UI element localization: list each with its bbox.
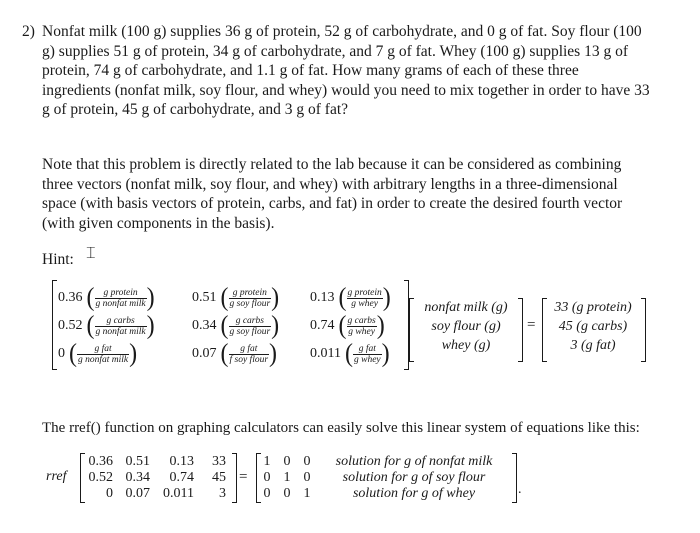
matrix-coefficient: 0.74 <box>310 318 335 333</box>
unit-numerator: g carbs <box>95 316 147 327</box>
unit-numerator: g carbs <box>347 315 376 326</box>
rref-matrix-cell: 3 <box>219 486 226 501</box>
problem-line: protein, 74 g of carbohydrate, and 1.1 g of fat. How many grams of each of these three <box>42 62 579 80</box>
unit-denominator: g soy flour <box>229 326 271 337</box>
note-line: (with given components in the basis). <box>42 214 275 232</box>
rref-solution-label: solution for g of whey <box>352 486 476 501</box>
matrix-entry <box>310 283 391 313</box>
unit-denominator: g soy flour <box>229 298 271 309</box>
close-paren: ) <box>146 311 155 341</box>
unit-denominator: g nonfat milk <box>95 326 146 337</box>
unit-denominator: g whey <box>351 298 378 309</box>
close-paren: ) <box>271 311 280 341</box>
problem-line: ingredients (nonfat milk, soy flour, and whey) would you need to mix together in order to have 33 <box>42 81 650 99</box>
close-paren: ) <box>269 339 278 369</box>
hint-label: Hint: <box>42 251 74 268</box>
unit-fraction <box>229 316 272 337</box>
result-right-bracket <box>512 453 517 503</box>
open-paren: ( <box>86 283 95 313</box>
unit-denominator: g nonfat milk <box>78 354 129 365</box>
rref-matrix-cell: 45 <box>212 470 226 485</box>
result-left-bracket <box>256 453 261 503</box>
rref-matrix-cell: 0.36 <box>88 454 113 469</box>
open-paren: ( <box>86 311 95 341</box>
rref-result-cell: 1 <box>283 470 291 485</box>
open-paren: ( <box>220 339 229 369</box>
rref-end-period: . <box>518 482 522 497</box>
open-paren: ( <box>69 339 77 369</box>
targets-vector <box>545 298 641 355</box>
problem-number: 2) <box>22 23 35 40</box>
rref-result-cell: 0 <box>263 486 271 501</box>
unit-numerator: g fat <box>77 344 129 355</box>
note-text <box>42 155 692 233</box>
unit-fraction <box>347 316 377 337</box>
unknowns-right-bracket <box>518 298 523 362</box>
matrix-entry <box>192 311 280 341</box>
unit-fraction <box>353 344 382 365</box>
matrix-coefficient: 0.51 <box>192 290 217 305</box>
unit-numerator: g carbs <box>229 316 272 327</box>
rref-equals-sign: = <box>239 469 248 485</box>
close-paren: ) <box>271 283 280 313</box>
matrix-coefficient: 0.13 <box>310 290 335 305</box>
unit-denominator: g whey <box>348 326 375 337</box>
open-paren: ( <box>220 283 229 313</box>
rref-matrix-cell: 0.011 <box>163 486 194 501</box>
unknown-whey: whey (g) <box>441 338 491 353</box>
note-line: three vectors (nonfat milk, soy flour, and whey) with arbitrary lengths in a three-dimensional <box>42 175 618 193</box>
rref-solution-label: solution for g of soy flour <box>342 470 486 485</box>
rref-result-cell: 0 <box>283 454 291 469</box>
unit-denominator: f soy flour <box>229 354 269 365</box>
target-protein: 33 (g protein) <box>554 300 632 315</box>
matrix-coefficient: 0.34 <box>192 318 217 333</box>
equals-sign: = <box>527 317 536 333</box>
rref-matrix-cell: 0.07 <box>125 486 150 501</box>
rref-result-cell: 0 <box>263 470 271 485</box>
matrix-coefficient: 0.07 <box>192 346 217 361</box>
close-paren: ) <box>376 311 385 341</box>
close-paren: ) <box>382 283 391 313</box>
rref-description: The rref() function on graphing calculators can easily solve this linear system of equations like this: <box>42 420 640 436</box>
matrix-entry <box>192 339 278 369</box>
matrix-entry <box>310 311 385 341</box>
unit-numerator: g protein <box>347 287 382 298</box>
unit-denominator: g whey <box>353 354 381 365</box>
unit-numerator: g protein <box>229 288 272 299</box>
note-line: Note that this problem is directly related to the lab because it can be considered as combining <box>42 156 622 173</box>
unit-fraction <box>229 344 270 365</box>
rref-matrix-cell: 0.13 <box>169 454 194 469</box>
rref-matrix-cell: 0 <box>106 486 113 501</box>
close-paren: ) <box>146 283 155 313</box>
unit-numerator: g fat <box>353 344 382 355</box>
rref-matrix-cell: 0.34 <box>125 470 150 485</box>
matrix-entry <box>58 339 138 369</box>
unknowns-vector <box>414 298 518 355</box>
problem-text <box>42 22 692 120</box>
problem-line: Nonfat milk (100 g) supplies 36 g of protein, 52 g of carbohydrate, and 0 g of fat. Soy flour (100 <box>42 23 642 40</box>
rref-matrix-cell: 0.51 <box>125 454 150 469</box>
rref-result-cell: 1 <box>263 454 271 469</box>
matrix-entry <box>58 311 155 341</box>
matrix-coefficient: 0.52 <box>58 318 83 333</box>
target-carbs: 45 (g carbs) <box>558 319 628 334</box>
unit-fraction <box>95 288 147 309</box>
problem-line: g of protein, 45 g of carbohydrate, and 3 g of fat? <box>42 101 349 119</box>
rref-result-cell: 0 <box>303 470 311 485</box>
unit-fraction <box>95 316 147 337</box>
rref-label: rref <box>46 469 67 484</box>
rref-result-cell: 0 <box>303 454 311 469</box>
rref-right-bracket <box>232 453 237 503</box>
rref-result-cell: 1 <box>303 486 311 501</box>
close-paren: ) <box>381 339 390 369</box>
unknown-nonfat-milk: nonfat milk (g) <box>424 300 508 315</box>
unknown-soy-flour: soy flour (g) <box>431 319 501 334</box>
unit-fraction <box>347 288 383 309</box>
targets-right-bracket <box>641 298 646 362</box>
rref-matrix-cell: 33 <box>212 454 226 469</box>
matrix-coefficient: 0 <box>58 346 65 361</box>
open-paren: ( <box>338 283 347 313</box>
matrix-coefficient: 0.011 <box>310 346 341 361</box>
matrix-entry <box>192 283 280 313</box>
rref-result-cell: 0 <box>283 486 291 501</box>
close-paren: ) <box>129 339 138 369</box>
problem-line: g) supplies 51 g of protein, 34 g of carbohydrate, and 7 g of fat. Whey (100 g) supplies 13 g of <box>42 42 629 60</box>
unit-fraction <box>229 288 272 309</box>
rref-matrix-cell: 0.74 <box>169 470 194 485</box>
unit-numerator: g fat <box>229 344 270 355</box>
open-paren: ( <box>344 339 353 369</box>
matrix-left-bracket <box>52 280 57 370</box>
unit-numerator: g protein <box>95 288 147 299</box>
open-paren: ( <box>338 311 347 341</box>
unit-fraction <box>77 344 129 365</box>
rref-matrix-cell: 0.52 <box>88 470 113 485</box>
note-line: space (with basis vectors of protein, carbs, and fat) in order to create the desired fourth vector <box>42 195 623 213</box>
matrix-coefficient: 0.36 <box>58 290 83 305</box>
matrix-entry <box>310 339 390 369</box>
text-cursor-icon: ⌶ <box>86 243 96 262</box>
rref-solution-label: solution for g of nonfat milk <box>335 454 493 469</box>
target-fat: 3 (g fat) <box>570 338 616 353</box>
open-paren: ( <box>220 311 229 341</box>
matrix-entry <box>58 283 155 313</box>
unit-denominator: g nonfat milk <box>95 298 146 309</box>
